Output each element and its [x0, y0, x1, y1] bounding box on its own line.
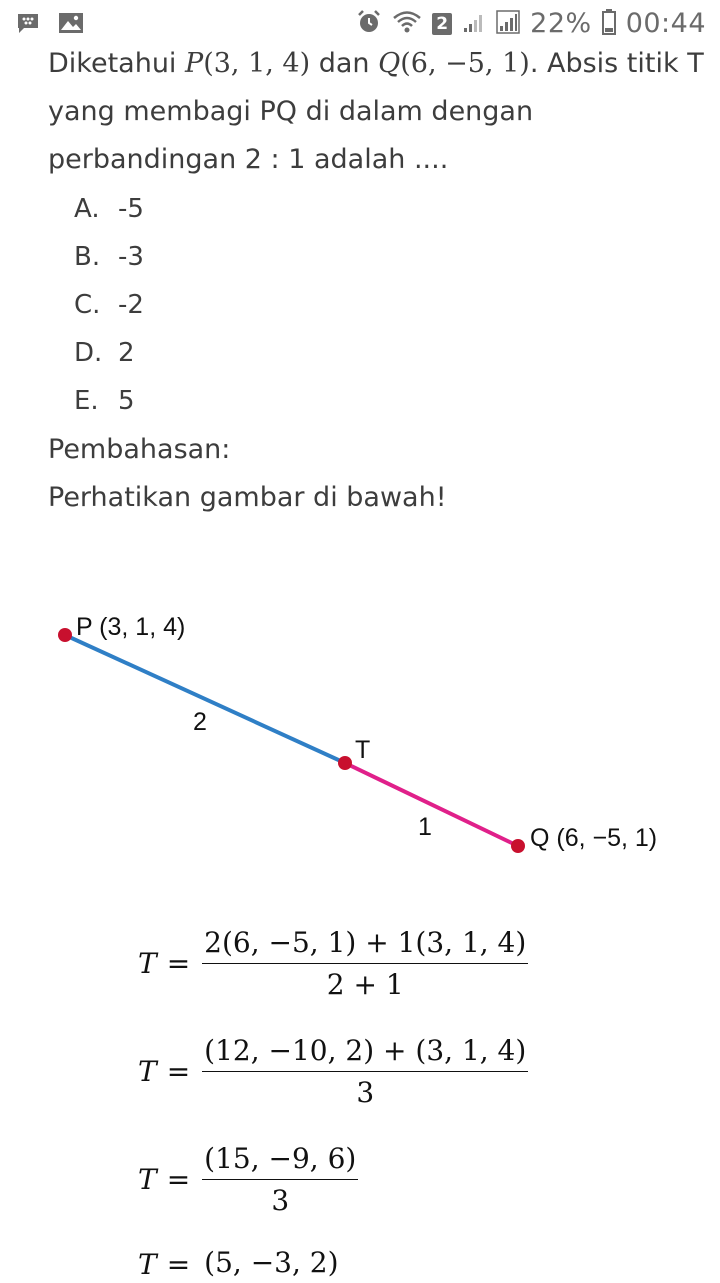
clock: 00:44	[625, 8, 706, 39]
battery-icon	[602, 9, 616, 39]
point-p-symbol: P	[185, 48, 204, 79]
point-q-coords: (6, −5, 1)	[400, 48, 530, 79]
option-letter: B.	[74, 242, 101, 272]
equation-lhs: T	[138, 947, 157, 980]
label-q: Q (6, −5, 1)	[530, 824, 658, 852]
equation-2	[138, 1034, 528, 1109]
option-value: 5	[118, 386, 135, 416]
point-t	[338, 756, 352, 770]
point-q	[511, 839, 525, 853]
equals-sign: =	[166, 1163, 191, 1196]
equals-sign: =	[166, 1248, 191, 1281]
equation-3	[138, 1142, 358, 1217]
equals-sign: =	[166, 1055, 191, 1088]
numerator: 2(6, −5, 1) + 1(3, 1, 4)	[202, 926, 528, 964]
option-d	[74, 338, 135, 368]
line-segment-diagram	[0, 590, 720, 890]
question-text: . Absis titik T	[529, 48, 704, 79]
option-b	[74, 242, 144, 272]
question-line-1	[48, 48, 704, 79]
equals-sign: =	[166, 947, 191, 980]
ratio-pt: 2	[193, 708, 207, 736]
option-value: -3	[118, 242, 144, 272]
label-p: P (3, 1, 4)	[76, 613, 186, 641]
option-letter: C.	[74, 290, 101, 320]
fraction	[202, 926, 528, 1001]
question-text: dan	[310, 48, 379, 79]
point-q-symbol: Q	[378, 48, 401, 79]
signal-2-icon	[496, 10, 520, 38]
option-value: -2	[118, 290, 144, 320]
option-value: -5	[118, 194, 144, 224]
gallery-icon	[58, 12, 84, 38]
equation-lhs: T	[138, 1248, 157, 1281]
point-p-coords: (3, 1, 4)	[203, 48, 311, 79]
discussion-heading: Pembahasan:	[48, 434, 231, 465]
sim-badge: 2	[432, 13, 452, 35]
option-a	[74, 194, 144, 224]
question-line-2: yang membagi PQ di dalam dengan	[48, 96, 534, 127]
numerator: (5, −3, 2)	[204, 1246, 339, 1279]
equation-4	[138, 1246, 341, 1283]
denominator: 3	[271, 1184, 290, 1217]
denominator: 3	[356, 1076, 375, 1109]
question-text: Diketahui	[48, 48, 186, 79]
wifi-icon	[392, 9, 422, 39]
option-e	[74, 386, 135, 416]
fraction	[202, 1142, 358, 1217]
denominator: 2 + 1	[326, 968, 404, 1001]
signal-1-icon	[462, 10, 486, 38]
option-letter: A.	[74, 194, 100, 224]
discussion-instruction: Perhatikan gambar di bawah!	[48, 482, 447, 513]
status-bar	[0, 0, 720, 48]
fraction	[202, 1246, 340, 1283]
question-line-3: perbandingan 2 : 1 adalah ....	[48, 144, 449, 175]
option-letter: D.	[74, 338, 103, 368]
numerator: (15, −9, 6)	[202, 1142, 358, 1180]
option-c	[74, 290, 144, 320]
equation-lhs: T	[138, 1055, 157, 1088]
option-value: 2	[118, 338, 135, 368]
option-letter: E.	[74, 386, 99, 416]
numerator: (12, −10, 2) + (3, 1, 4)	[202, 1034, 528, 1072]
battery-percent: 22%	[530, 8, 592, 39]
segment-pt	[65, 635, 345, 763]
fraction	[202, 1034, 528, 1109]
equation-lhs: T	[138, 1163, 157, 1196]
equation-1	[138, 926, 528, 1001]
alarm-icon	[356, 9, 382, 39]
label-t: T	[355, 736, 371, 764]
point-p	[58, 628, 72, 642]
ratio-tq: 1	[418, 813, 432, 841]
bbm-icon	[16, 12, 40, 38]
